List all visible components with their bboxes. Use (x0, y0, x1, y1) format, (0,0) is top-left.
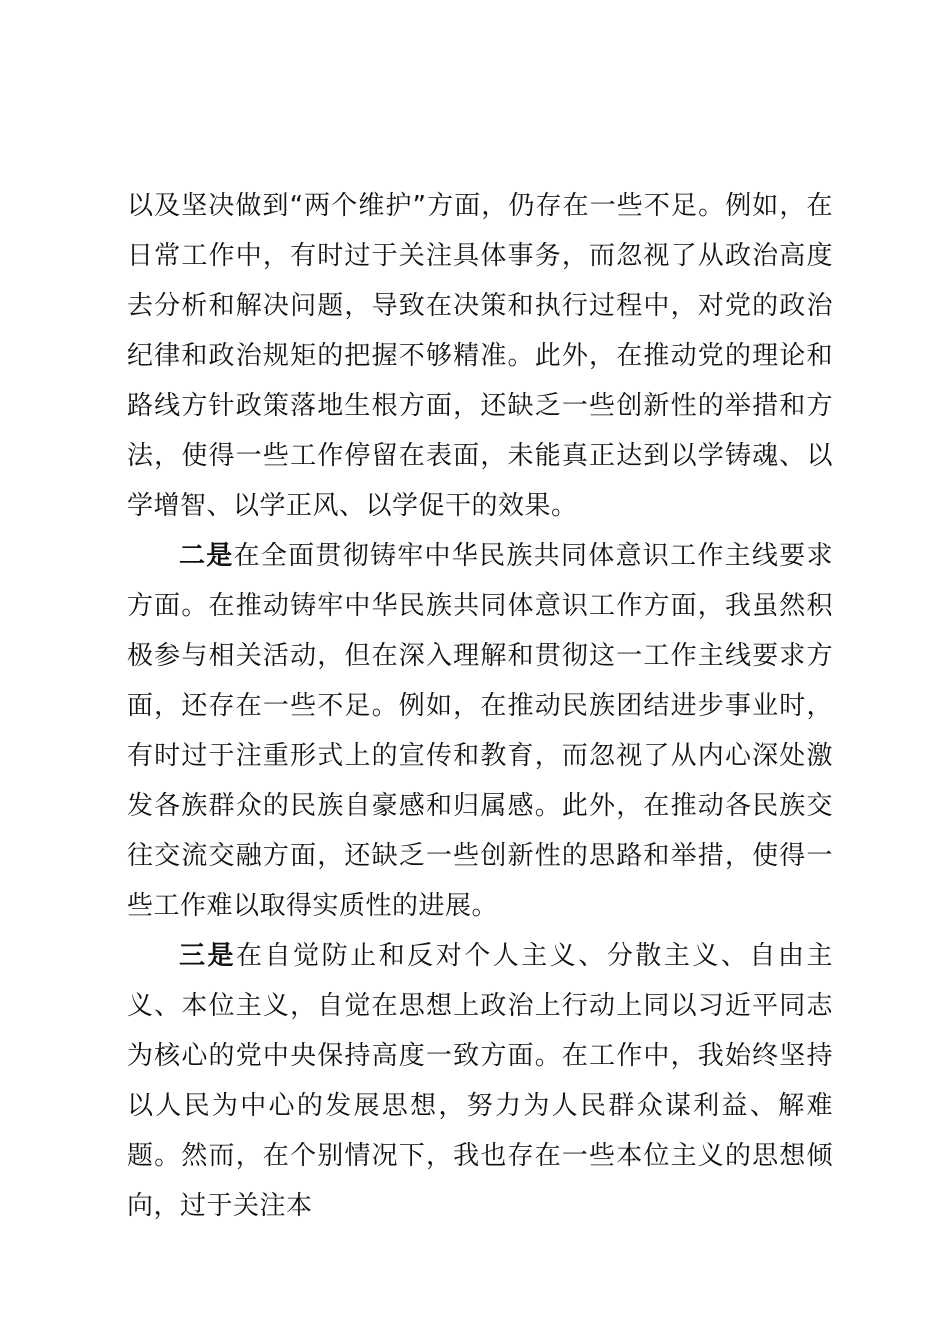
paragraph-point-two (127, 531, 833, 931)
paragraph-lead: 二是 (179, 541, 234, 571)
paragraph-lead: 三是 (179, 941, 237, 971)
paragraph-text: 在自觉防止和反对个人主义、分散主义、自由主义、本位主义，自觉在思想上政治上行动上同以习近平同志为核心的党中央保持高度一致方面。在工作中，我始终坚持以人民为中心的发展思想，努力为人民群众谋利益、解难题。然而，在个别情况下，我也存在一些本位主义的思想倾向，过于关注本 (127, 941, 833, 1221)
document-body (127, 181, 833, 1231)
paragraph-continuation (127, 181, 833, 531)
paragraph-point-three (127, 931, 833, 1231)
paragraph-text: 在全面贯彻铸牢中华民族共同体意识工作主线要求方面。在推动铸牢中华民族共同体意识工作方面，我虽然积极参与相关活动，但在深入理解和贯彻这一工作主线要求方面，还存在一些不足。例如，在推动民族团结进步事业时，有时过于注重形式上的宣传和教育，而忽视了从内心深处激发各族群众的民族自豪感和归属感。此外，在推动各民族交往交流交融方面，还缺乏一些创新性的思路和举措，使得一些工作难以取得实质性的进展。 (127, 541, 833, 921)
paragraph-text: 以及坚决做到“两个维护”方面，仍存在一些不足。例如，在日常工作中，有时过于关注具体事务，而忽视了从政治高度去分析和解决问题，导致在决策和执行过程中，对党的政治纪律和政治规矩的把握不够精准。此外，在推动党的理论和路线方针政策落地生根方面，还缺乏一些创新性的举措和方法，使得一些工作停留在表面，未能真正达到以学铸魂、以学增智、以学正风、以学促干的效果。 (127, 191, 833, 521)
